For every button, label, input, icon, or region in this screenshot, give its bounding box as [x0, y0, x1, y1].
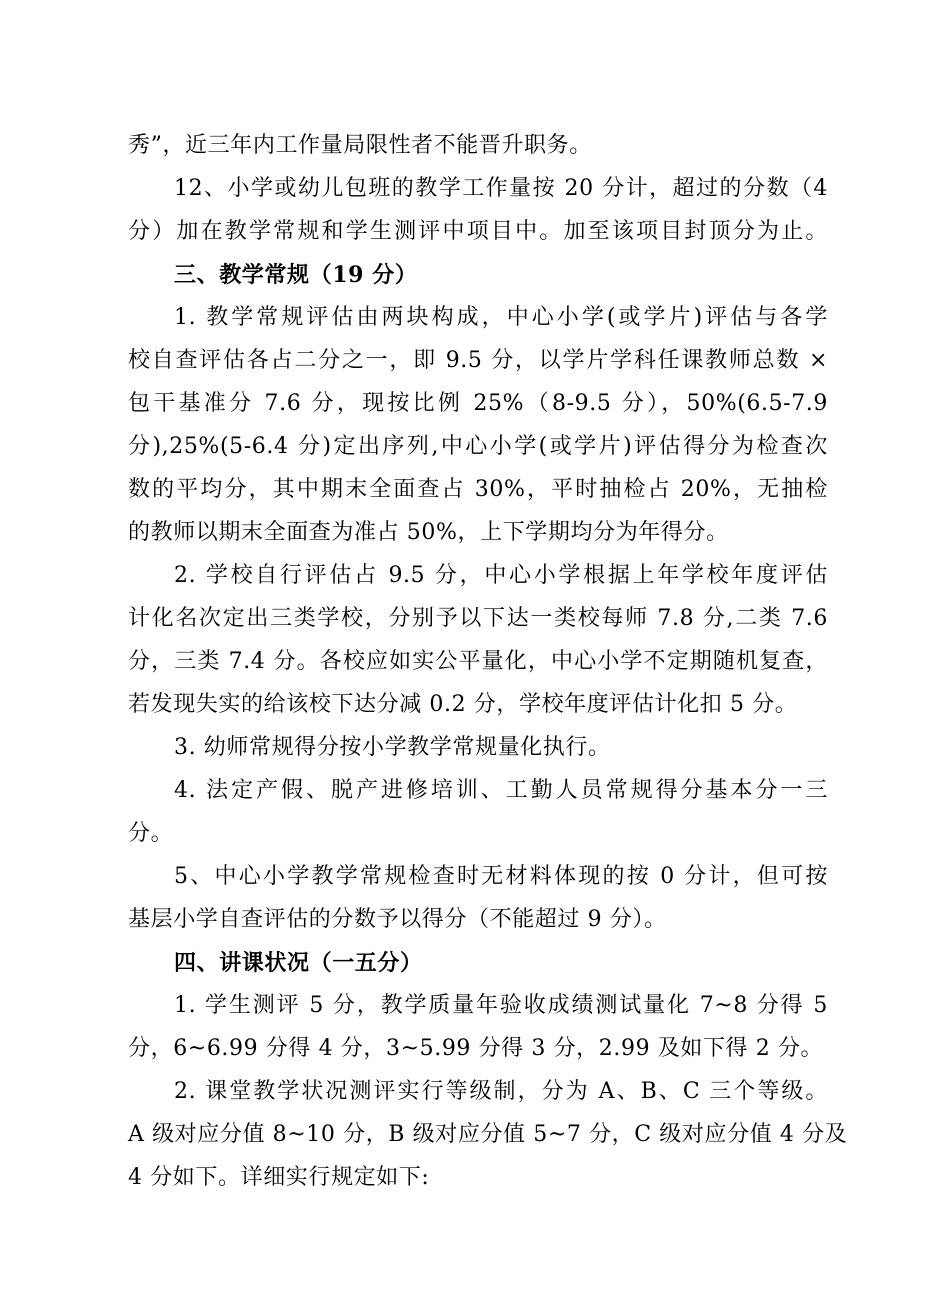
text-line: 分，6~6.99 分得 4 分，3~5.99 分得 3 分，2.99 及如下得 2 分。	[128, 1036, 824, 1061]
text-line: 12、小学或幼儿包班的教学工作量按 20 分计，超过的分数（4	[174, 176, 828, 201]
text-line: A 级对应分值 8~10 分，B 级对应分值 5~7 分，C 级对应分值 4 分及	[128, 1122, 848, 1147]
text-line: 分),25%(5-6.4 分)定出序列,中心小学(或学片)评估得分为检查次	[128, 434, 828, 459]
text-line: 2. 课堂教学状况测评实行等级制，分为 A、B、C 三个等级。	[174, 1079, 828, 1104]
text-line: 秀”，近三年内工作量局限性者不能晋升职务。	[128, 133, 592, 158]
text-line: 1. 教学常规评估由两块构成，中心小学(或学片)评估与各学	[174, 305, 828, 330]
text-line: 分，三类 7.4 分。各校应如实公平量化，中心小学不定期随机复查，	[128, 649, 828, 674]
text-line: 5、中心小学教学常规检查时无材料体现的按 0 分计，但可按	[174, 864, 828, 889]
text-line: 分。	[128, 821, 174, 846]
text-line: 计化名次定出三类学校，分别予以下达一类校每师 7.8 分,二类 7.6	[128, 606, 828, 631]
text-line: 4. 法定产假、脱产进修培训、工勤人员常规得分基本分一三	[174, 778, 828, 803]
text-line: 基层小学自查评估的分数予以得分（不能超过 9 分）。	[128, 907, 667, 932]
text-line: 若发现失实的给该校下达分减 0.2 分，学校年度评估计化扣 5 分。	[128, 692, 798, 717]
text-line: 包干基准分 7.6 分，现按比例 25%（8-9.5 分），50%(6.5-7.9	[128, 391, 828, 416]
section-heading: 三、教学常规（19 分）	[174, 262, 418, 288]
text-line: 校自查评估各占二分之一，即 9.5 分，以学片学科任课教师总数 ×	[128, 348, 828, 373]
text-line: 4 分如下。详细实行规定如下:	[128, 1165, 430, 1190]
text-line: 2. 学校自行评估占 9.5 分，中心小学根据上年学校年度评估	[174, 563, 828, 588]
text-line: 的教师以期末全面查为准占 50%，上下学期均分为年得分。	[128, 520, 729, 545]
text-line: 分）加在教学常规和学生测评中项目中。加至该项目封顶分为止。	[128, 219, 828, 244]
section-heading: 四、讲课状况（一五分）	[174, 950, 423, 976]
text-line: 3. 幼师常规得分按小学教学常规量化执行。	[174, 735, 611, 760]
text-line: 1. 学生测评 5 分，教学质量年验收成绩测试量化 7~8 分得 5	[174, 993, 828, 1018]
text-line: 数的平均分，其中期末全面查占 30%，平时抽检占 20%，无抽检	[128, 477, 828, 502]
